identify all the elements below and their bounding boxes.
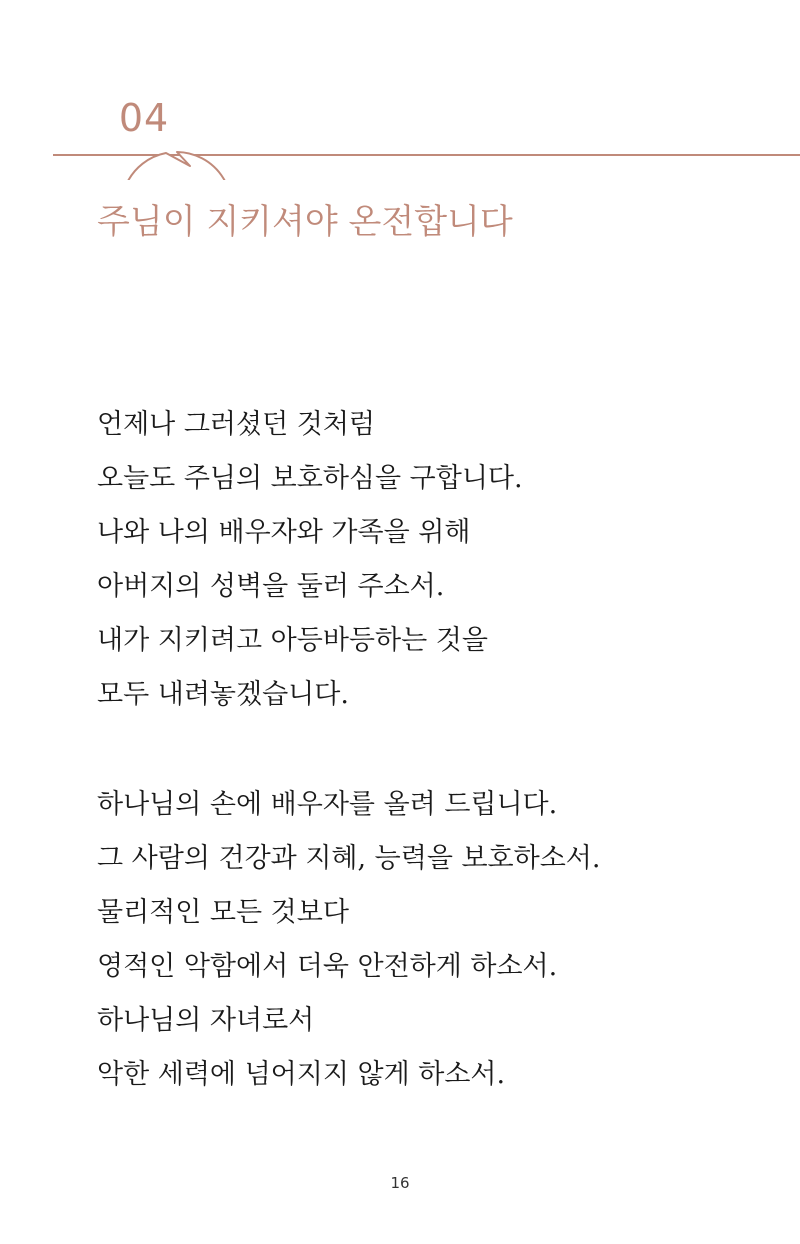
prayer-line: 물리적인 모든 것보다 [97,897,349,928]
prayer-line: 그 사람의 건강과 지혜, 능력을 보호하소서. [97,843,601,874]
chapter-number: 04 [118,96,170,140]
prayer-line: 오늘도 주님의 보호하심을 구합니다. [97,463,523,494]
stanza-2 [97,778,777,1102]
page-number: 16 [390,1174,410,1192]
chapter-title: 주님이 지키셔야 온전합니다 [97,202,513,242]
prayer-line: 내가 지키려고 아등바등하는 것을 [97,625,488,656]
prayer-line: 영적인 악함에서 더욱 안전하게 하소서. [97,951,558,982]
prayer-line: 하나님의 자녀로서 [97,1005,315,1036]
prayer-body [97,398,777,1102]
prayer-line: 악한 세력에 넘어지지 않게 하소서. [97,1059,506,1090]
stanza-1 [97,398,777,722]
prayer-line: 하나님의 손에 배우자를 올려 드립니다. [97,789,558,820]
prayer-line: 모두 내려놓겠습니다. [97,679,349,710]
prayer-line: 나와 나의 배우자와 가족을 위해 [97,517,471,548]
prayer-line: 언제나 그러셨던 것처럼 [97,409,375,440]
prayer-line: 아버지의 성벽을 둘러 주소서. [97,571,445,602]
